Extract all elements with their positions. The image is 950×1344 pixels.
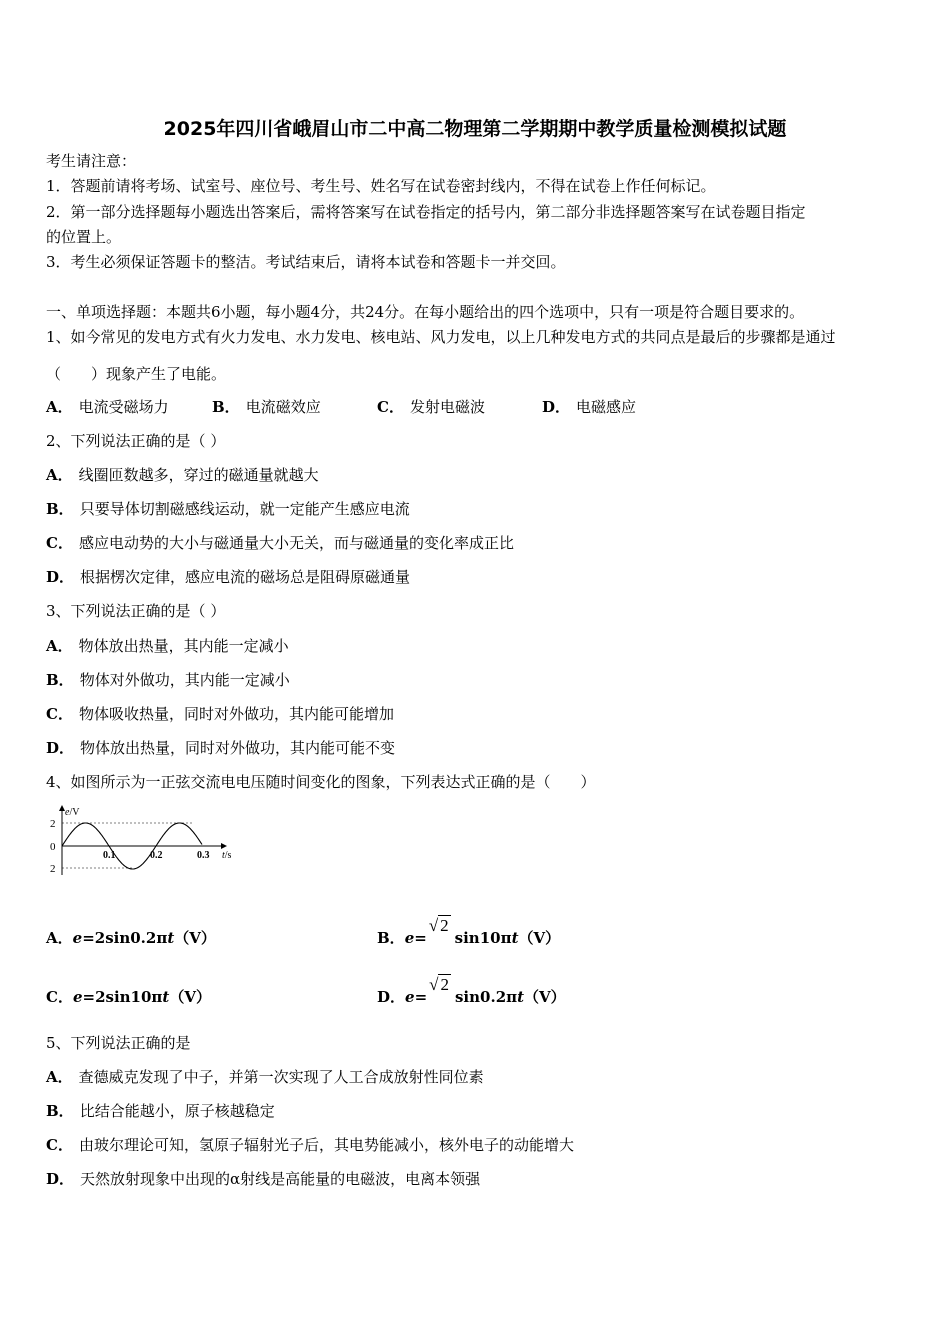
notice-item-2-cont: 的位置上。 — [46, 228, 122, 246]
q5-stem: 5、下列说法正确的是 — [46, 1034, 191, 1052]
q4-option-a: A．e=2sin0.2πt（V） — [46, 929, 216, 947]
q1-option-d: D． 电磁感应 — [542, 398, 637, 416]
sqrt-symbol: √ 2 — [428, 916, 449, 935]
q1-stem-cont: （ ）现象产生了电能。 — [46, 365, 227, 383]
q1-option-b: B． 电流磁效应 — [212, 398, 321, 416]
x-axis-label: t/s — [222, 850, 232, 861]
q2-option-c: C． 感应电动势的大小与磁通量大小无关，而与磁通量的变化率成正比 — [46, 534, 514, 552]
q5-option-d: D． 天然放射现象中出现的α射线是高能量的电磁波，电离本领强 — [46, 1170, 481, 1188]
q4-option-d: D．e=√ 2sin0.2πt（V） — [377, 975, 566, 1006]
q3-option-d: D． 物体放出热量，同时对外做功，其内能可能不变 — [46, 739, 396, 757]
x-tick-2: 0.2 — [150, 850, 163, 861]
notice-item-2: 2．第一部分选择题每小题选出答案后，需将答案写在试卷指定的括号内，第二部分非选择题答案写在试卷题目指定 — [46, 203, 806, 221]
y-axis-label: e/V — [65, 807, 80, 818]
sqrt-symbol: √ 2 — [429, 975, 449, 994]
q4-option-c: C．e=2sin10πt（V） — [46, 988, 211, 1006]
page-title: 2025年四川省峨眉山市二中高二物理第二学期期中教学质量检测模拟试题 — [163, 118, 787, 140]
q3-option-a: A． 物体放出热量，其内能一定减小 — [46, 637, 289, 655]
q5-option-c: C． 由玻尔理论可知，氢原子辐射光子后，其电势能减小，核外电子的动能增大 — [46, 1136, 574, 1154]
q1-option-c: C． 发射电磁波 — [377, 398, 485, 416]
q3-option-c: C． 物体吸收热量，同时对外做功，其内能可能增加 — [46, 705, 394, 723]
y-tick-zero: 0 — [50, 841, 56, 853]
q2-stem: 2、下列说法正确的是（ ） — [46, 432, 226, 450]
notice-heading: 考生请注意： — [46, 152, 137, 170]
sine-wave-graph — [46, 800, 246, 880]
q2-option-b: B． 只要导体切割磁感线运动，就一定能产生感应电流 — [46, 500, 410, 518]
y-tick-top: 2 — [50, 818, 56, 830]
q4-stem: 4、如图所示为一正弦交流电电压随时间变化的图象，下列表达式正确的是（ ） — [46, 773, 596, 791]
q4-option-b: B．e=√ 2sin10πt（V） — [377, 916, 561, 947]
q5-option-b: B． 比结合能越小，原子核越稳定 — [46, 1102, 275, 1120]
q1-stem: 1、如今常见的发电方式有火力发电、水力发电、核电站、风力发电，以上几种发电方式的共同点是最后的步骤都是通过 — [46, 328, 836, 346]
q3-option-b: B． 物体对外做功，其内能一定减小 — [46, 671, 290, 689]
q5-option-a: A． 查德威克发现了中子，并第一次实现了人工合成放射性同位素 — [46, 1068, 484, 1086]
q3-stem: 3、下列说法正确的是（ ） — [46, 602, 226, 620]
x-tick-1: 0.1 — [103, 850, 116, 861]
q1-option-a: A． 电流受磁场力 — [46, 398, 169, 416]
notice-item-1: 1．答题前请将考场、试室号、座位号、考生号、姓名写在试卷密封线内，不得在试卷上作任何标记。 — [46, 177, 716, 195]
section-heading: 一、单项选择题：本题共6小题，每小题4分，共24分。在每小题给出的四个选项中，只有一项是符合题目要求的。 — [46, 303, 805, 321]
y-tick-bottom: 2 — [50, 863, 56, 875]
notice-item-3: 3．考生必须保证答题卡的整洁。考试结束后，请将本试卷和答题卡一并交回。 — [46, 253, 566, 271]
q2-option-a: A． 线圈匝数越多，穿过的磁通量就越大 — [46, 466, 319, 484]
q2-option-d: D． 根据楞次定律，感应电流的磁场总是阻碍原磁通量 — [46, 568, 411, 586]
x-tick-3: 0.3 — [197, 850, 210, 861]
